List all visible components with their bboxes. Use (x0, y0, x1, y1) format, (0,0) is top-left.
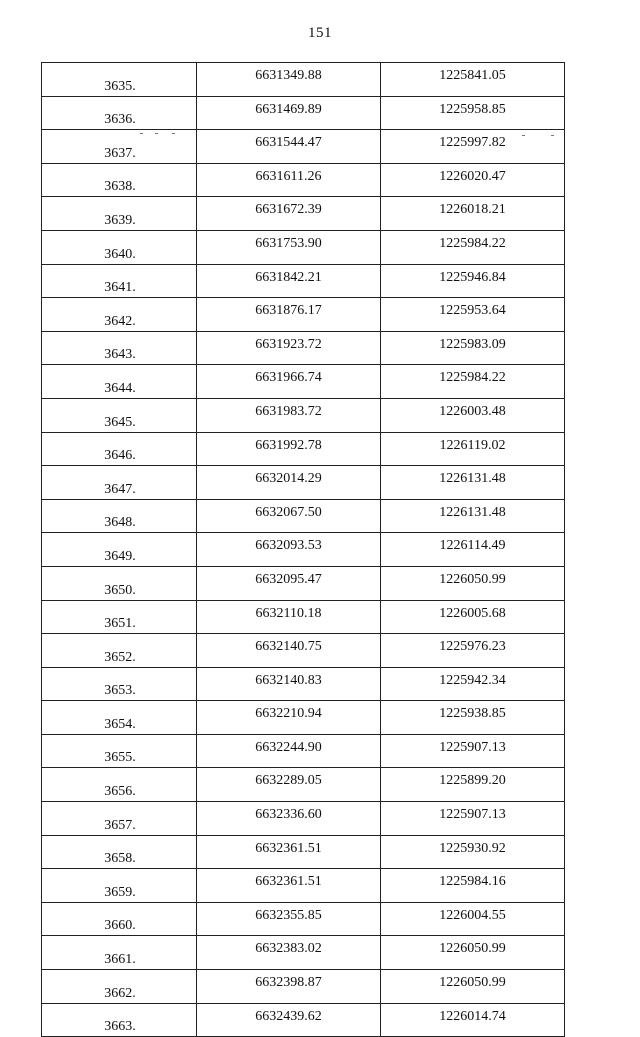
y-coordinate-cell: 1226004.55 (381, 902, 565, 936)
table-row (42, 130, 565, 164)
x-coordinate-cell: 6631672.39 (197, 197, 381, 231)
point-number-cell: 3646. (42, 432, 197, 466)
table-row (42, 970, 565, 1004)
point-number-cell: 3661. (42, 936, 197, 970)
y-coordinate-cell: 1226119.02 (381, 432, 565, 466)
point-number-cell: 3637. (42, 130, 197, 164)
x-coordinate-cell: 6632439.62 (197, 1003, 381, 1037)
x-coordinate-cell: 6632361.51 (197, 869, 381, 903)
y-coordinate-cell: 1226050.99 (381, 566, 565, 600)
point-number-cell: 3654. (42, 701, 197, 735)
table-row (42, 331, 565, 365)
point-number-cell: 3644. (42, 365, 197, 399)
table-row (42, 398, 565, 432)
point-number-cell: 3656. (42, 768, 197, 802)
table-row (42, 230, 565, 264)
y-coordinate-cell: 1226020.47 (381, 163, 565, 197)
y-coordinate-cell: 1225841.05 (381, 63, 565, 97)
table-row (42, 667, 565, 701)
point-number-cell: 3639. (42, 197, 197, 231)
y-coordinate-cell: 1225984.22 (381, 230, 565, 264)
x-coordinate-cell: 6632289.05 (197, 768, 381, 802)
table-row (42, 902, 565, 936)
y-coordinate-cell: 1226050.99 (381, 970, 565, 1004)
x-coordinate-cell: 6632067.50 (197, 499, 381, 533)
x-coordinate-cell: 6631753.90 (197, 230, 381, 264)
coordinates-table-body (42, 63, 565, 1037)
point-number-cell: 3662. (42, 970, 197, 1004)
x-coordinate-cell: 6632361.51 (197, 835, 381, 869)
point-number-cell: 3657. (42, 802, 197, 836)
y-coordinate-cell: 1225907.13 (381, 734, 565, 768)
point-number-cell: 3641. (42, 264, 197, 298)
table-row (42, 835, 565, 869)
y-coordinate-cell: 1226018.21 (381, 197, 565, 231)
point-number-cell: 3648. (42, 499, 197, 533)
y-coordinate-cell: 1225984.22 (381, 365, 565, 399)
x-coordinate-cell: 6631349.88 (197, 63, 381, 97)
y-coordinate-cell: 1226131.48 (381, 499, 565, 533)
y-coordinate-cell: 1225907.13 (381, 802, 565, 836)
table-row (42, 96, 565, 130)
table-row (42, 197, 565, 231)
x-coordinate-cell: 6632244.90 (197, 734, 381, 768)
point-number-cell: 3652. (42, 634, 197, 668)
y-coordinate-cell: 1225958.85 (381, 96, 565, 130)
table-row (42, 701, 565, 735)
y-coordinate-cell: 1225938.85 (381, 701, 565, 735)
x-coordinate-cell: 6631842.21 (197, 264, 381, 298)
table-row (42, 1003, 565, 1037)
table-row (42, 163, 565, 197)
y-coordinate-cell: 1225953.64 (381, 298, 565, 332)
table-row (42, 499, 565, 533)
y-coordinate-cell: 1225983.09 (381, 331, 565, 365)
point-number-cell: 3638. (42, 163, 197, 197)
y-coordinate-cell: 1225942.34 (381, 667, 565, 701)
x-coordinate-cell: 6632095.47 (197, 566, 381, 600)
x-coordinate-cell: 6632210.94 (197, 701, 381, 735)
y-coordinate-cell: 1226131.48 (381, 466, 565, 500)
x-coordinate-cell: 6632383.02 (197, 936, 381, 970)
y-coordinate-cell: 1225997.82 (381, 130, 565, 164)
table-row (42, 432, 565, 466)
table-row (42, 936, 565, 970)
x-coordinate-cell: 6632355.85 (197, 902, 381, 936)
y-coordinate-cell: 1226050.99 (381, 936, 565, 970)
x-coordinate-cell: 6631983.72 (197, 398, 381, 432)
y-coordinate-cell: 1225976.23 (381, 634, 565, 668)
x-coordinate-cell: 6632140.75 (197, 634, 381, 668)
y-coordinate-cell: 1226114.49 (381, 533, 565, 567)
x-coordinate-cell: 6631876.17 (197, 298, 381, 332)
table-row (42, 768, 565, 802)
point-number-cell: 3651. (42, 600, 197, 634)
table-row (42, 365, 565, 399)
x-coordinate-cell: 6631923.72 (197, 331, 381, 365)
table-row (42, 298, 565, 332)
x-coordinate-cell: 6632336.60 (197, 802, 381, 836)
table-row (42, 600, 565, 634)
x-coordinate-cell: 6631966.74 (197, 365, 381, 399)
table-row (42, 264, 565, 298)
x-coordinate-cell: 6632398.87 (197, 970, 381, 1004)
point-number-cell: 3653. (42, 667, 197, 701)
point-number-cell: 3659. (42, 869, 197, 903)
point-number-cell: 3640. (42, 230, 197, 264)
point-number-cell: 3655. (42, 734, 197, 768)
x-coordinate-cell: 6632110.18 (197, 600, 381, 634)
x-coordinate-cell: 6631544.47 (197, 130, 381, 164)
point-number-cell: 3635. (42, 63, 197, 97)
x-coordinate-cell: 6631611.26 (197, 163, 381, 197)
table-row (42, 802, 565, 836)
point-number-cell: 3660. (42, 902, 197, 936)
x-coordinate-cell: 6632140.83 (197, 667, 381, 701)
table-row (42, 634, 565, 668)
point-number-cell: 3649. (42, 533, 197, 567)
y-coordinate-cell: 1226014.74 (381, 1003, 565, 1037)
point-number-cell: 3642. (42, 298, 197, 332)
y-coordinate-cell: 1225899.20 (381, 768, 565, 802)
point-number-cell: 3636. (42, 96, 197, 130)
point-number-cell: 3658. (42, 835, 197, 869)
table-row (42, 566, 565, 600)
x-coordinate-cell: 6631992.78 (197, 432, 381, 466)
page-number: 151 (308, 25, 332, 41)
point-number-cell: 3663. (42, 1003, 197, 1037)
x-coordinate-cell: 6632014.29 (197, 466, 381, 500)
table-row (42, 466, 565, 500)
y-coordinate-cell: 1225946.84 (381, 264, 565, 298)
coordinates-table (41, 62, 565, 1037)
x-coordinate-cell: 6631469.89 (197, 96, 381, 130)
table-row (42, 63, 565, 97)
point-number-cell: 3650. (42, 566, 197, 600)
y-coordinate-cell: 1226005.68 (381, 600, 565, 634)
table-row (42, 533, 565, 567)
point-number-cell: 3647. (42, 466, 197, 500)
point-number-cell: 3645. (42, 398, 197, 432)
table-row (42, 734, 565, 768)
y-coordinate-cell: 1225930.92 (381, 835, 565, 869)
table-row (42, 869, 565, 903)
y-coordinate-cell: 1226003.48 (381, 398, 565, 432)
point-number-cell: 3643. (42, 331, 197, 365)
y-coordinate-cell: 1225984.16 (381, 869, 565, 903)
x-coordinate-cell: 6632093.53 (197, 533, 381, 567)
